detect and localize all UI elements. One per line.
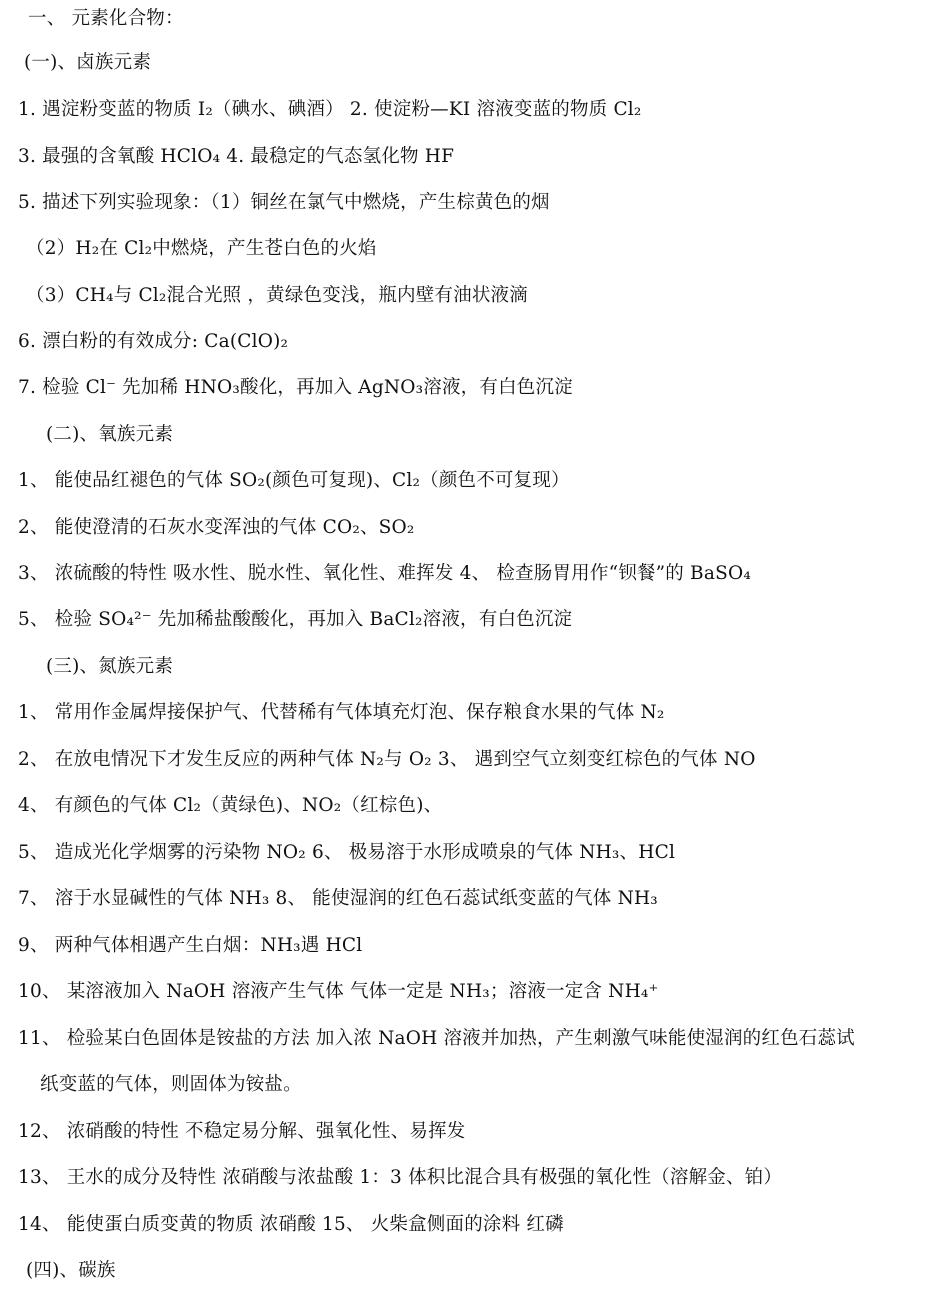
text-line-halogen-6: 6. 漂白粉的有效成分: Ca(ClO)₂ — [18, 331, 289, 352]
text-line-halogen-1-2: 1. 遇淀粉变蓝的物质 I₂（碘水、碘酒） 2. 使淀粉—KI 溶液变蓝的物质 Cl₂ — [18, 99, 642, 120]
text-line-halogen-5: 5. 描述下列实验现象：（1）铜丝在氯气中燃烧，产生棕黄色的烟 — [18, 192, 550, 213]
text-line-oxygen-2: 2、 能使澄清的石灰水变浑浊的气体 CO₂、SO₂ — [18, 517, 415, 538]
subsection-halogens: (一)、卤族元素 — [24, 52, 152, 73]
text-line-halogen-5-2: （2）H₂在 Cl₂中燃烧，产生苍白色的火焰 — [26, 238, 377, 259]
text-line-nitrogen-13: 13、 王水的成分及特性 浓硝酸与浓盐酸 1：3 体积比混合具有极强的氧化性（溶解金、铂） — [18, 1167, 783, 1188]
section-title-compounds: 一、 元素化合物： — [28, 8, 184, 29]
text-line-nitrogen-10: 10、 某溶液加入 NaOH 溶液产生气体 气体一定是 NH₃；溶液一定含 NH₄⁺ — [18, 981, 659, 1002]
text-line-oxygen-5: 5、 检验 SO₄²⁻ 先加稀盐酸酸化，再加入 BaCl₂溶液，有白色沉淀 — [18, 609, 573, 630]
text-line-nitrogen-5-6: 5、 造成光化学烟雾的污染物 NO₂ 6、 极易溶于水形成喷泉的气体 NH₃、HCl — [18, 842, 676, 863]
text-line-nitrogen-4: 4、 有颜色的气体 Cl₂（黄绿色)、NO₂（红棕色)、 — [18, 795, 443, 816]
text-line-halogen-3-4: 3. 最强的含氧酸 HClO₄ 4. 最稳定的气态氢化物 HF — [18, 146, 455, 167]
text-line-nitrogen-11: 11、 检验某白色固体是铵盐的方法 加入浓 NaOH 溶液并加热，产生刺激气味能使湿润的红色石蕊试 — [18, 1028, 855, 1049]
text-line-nitrogen-14-15: 14、 能使蛋白质变黄的物质 浓硝酸 15、 火柴盒侧面的涂料 红磷 — [18, 1214, 564, 1235]
text-line-nitrogen-2-3: 2、 在放电情况下才发生反应的两种气体 N₂与 O₂ 3、 遇到空气立刻变红棕色的气体 NO — [18, 749, 756, 770]
text-line-oxygen-1: 1、 能使品红褪色的气体 SO₂(颜色可复现)、Cl₂（颜色不可复现） — [18, 470, 570, 491]
text-line-nitrogen-12: 12、 浓硝酸的特性 不稳定易分解、强氧化性、易挥发 — [18, 1121, 466, 1142]
subsection-nitrogen-group: (三)、氮族元素 — [46, 656, 174, 677]
text-line-nitrogen-9: 9、 两种气体相遇产生白烟：NH₃遇 HCl — [18, 935, 363, 956]
subsection-carbon-group: (四)、碳族 — [26, 1260, 116, 1281]
text-line-oxygen-3-4: 3、 浓硫酸的特性 吸水性、脱水性、氧化性、难挥发 4、 检查肠胃用作“钡餐”的 BaSO₄ — [18, 563, 751, 584]
text-line-nitrogen-11-cont: 纸变蓝的气体，则固体为铵盐。 — [40, 1074, 302, 1095]
text-line-halogen-7: 7. 检验 Cl⁻ 先加稀 HNO₃酸化，再加入 AgNO₃溶液，有白色沉淀 — [18, 377, 573, 398]
subsection-oxygen-group: (二)、氧族元素 — [46, 424, 174, 445]
text-line-nitrogen-1: 1、 常用作金属焊接保护气、代替稀有气体填充灯泡、保存粮食水果的气体 N₂ — [18, 702, 665, 723]
text-line-nitrogen-7-8: 7、 溶于水显碱性的气体 NH₃ 8、 能使湿润的红色石蕊试纸变蓝的气体 NH₃ — [18, 888, 658, 909]
text-line-halogen-5-3: （3）CH₄与 Cl₂混合光照 ，黄绿色变浅，瓶内壁有油状液滴 — [26, 285, 528, 306]
